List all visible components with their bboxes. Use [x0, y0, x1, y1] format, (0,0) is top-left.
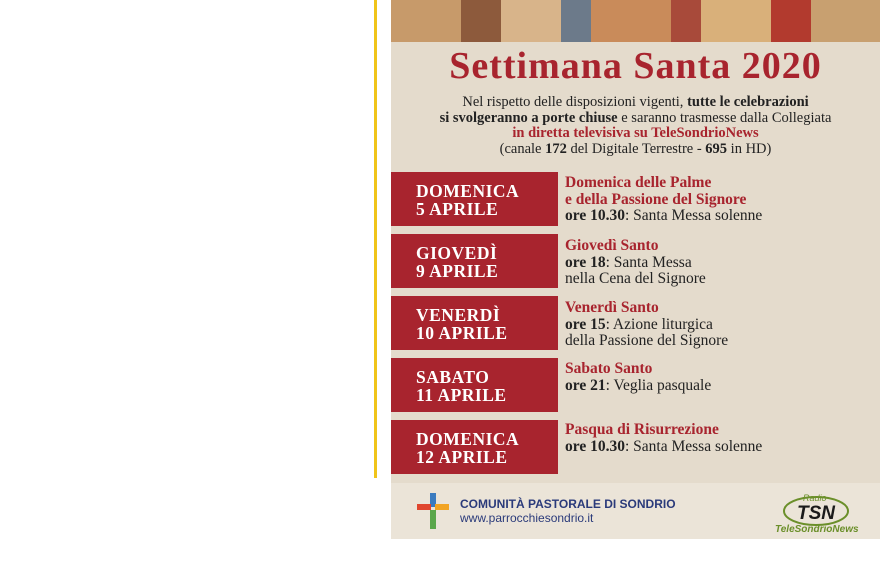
event-text: : Santa Messa: [605, 253, 692, 271]
intro-line4a: (canale: [499, 140, 546, 157]
event-description: [565, 422, 875, 455]
tsn-label: TSN: [797, 503, 835, 524]
event-title: Giovedì Santo: [565, 237, 659, 254]
poster-footer: [391, 483, 880, 539]
event-text: : Santa Messa solenne: [624, 207, 763, 224]
event-text-line2: della Passione del Signore: [565, 332, 729, 349]
event-day-box: [391, 296, 558, 350]
event-day-box: [391, 172, 558, 226]
tsn-radio-label: Radio: [803, 493, 827, 503]
intro-line3: in diretta televisiva su TeleSondrioNews: [512, 125, 759, 141]
event-date: 10 APRILE: [416, 323, 508, 343]
event-date: 12 APRILE: [416, 447, 508, 467]
event-description: [565, 238, 875, 288]
intro-line2a: si svolgeranno a porte chiuse: [439, 109, 618, 126]
fresco-artwork-strip: [391, 0, 880, 42]
event-text: : Veglia pasquale: [605, 376, 712, 394]
telesondrionews-logo: [773, 489, 859, 535]
intro-line4c: del Digitale Terrestre -: [566, 140, 706, 157]
event-date: 11 APRILE: [416, 385, 507, 405]
event-description: [565, 175, 875, 225]
community-url[interactable]: www.parrocchiesondrio.it: [460, 511, 594, 525]
event-title: Domenica delle Palme: [565, 174, 712, 191]
poster-title: Settimana Santa 2020: [449, 45, 822, 87]
intro-line1a: Nel rispetto delle disposizioni vigenti,: [462, 94, 688, 110]
event-description: [565, 361, 875, 394]
event-time: ore 18: [565, 253, 606, 271]
event-date: 9 APRILE: [416, 261, 499, 281]
intro-text: [391, 95, 880, 157]
event-text: : Santa Messa solenne: [624, 437, 763, 455]
intro-line1b: tutte le celebrazioni: [687, 94, 809, 110]
event-day-box: [391, 234, 558, 288]
event-text: : Azione liturgica: [605, 315, 713, 333]
community-cross-logo-icon: [417, 493, 449, 529]
event-day-box: [391, 358, 558, 412]
event-time: ore 21: [565, 376, 606, 394]
event-weekday: VENERDÌ: [416, 305, 501, 325]
event-title-line2: e della Passione del Signore: [565, 190, 747, 208]
event-day-box: [391, 420, 558, 474]
intro-hd-channel: 695: [705, 140, 728, 157]
event-date: 5 APRILE: [416, 199, 499, 219]
event-title: Venerdì Santo: [565, 299, 659, 316]
tsn-sub-label: TeleSondrioNews: [775, 524, 859, 535]
yellow-divider-line: [374, 0, 377, 478]
event-time: ore 10.30: [565, 437, 625, 455]
event-time: ore 10.30: [565, 207, 625, 224]
event-time: ore 15: [565, 315, 606, 333]
event-title: Pasqua di Risurrezione: [565, 421, 719, 438]
event-weekday: DOMENICA: [416, 429, 520, 449]
event-title: Sabato Santo: [565, 360, 653, 377]
intro-line2b: e saranno trasmesse dalla Collegiata: [617, 109, 832, 126]
event-text-line2: nella Cena del Signore: [565, 270, 706, 287]
event-weekday: DOMENICA: [416, 181, 520, 201]
community-name: COMUNITÀ PASTORALE DI SONDRIO: [460, 497, 676, 511]
event-weekday: GIOVEDÌ: [416, 243, 498, 263]
intro-channel: 172: [545, 140, 567, 157]
settimana-santa-poster: [391, 0, 880, 539]
event-description: [565, 300, 875, 350]
intro-line4e: in HD): [727, 140, 772, 157]
event-weekday: SABATO: [416, 367, 490, 387]
